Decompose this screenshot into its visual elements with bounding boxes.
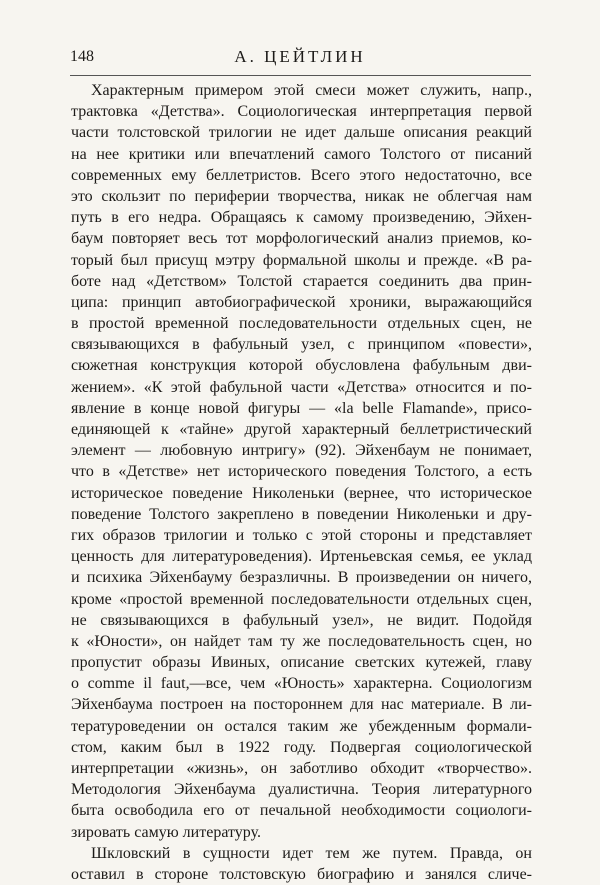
text-line: быта освободила его от печальной необходимости социологи- — [71, 802, 532, 820]
text-line: интерпретации «жизнь», он заботливо обходит «творчество». — [71, 760, 532, 777]
text-line: о comme il faut,—все, чем «Юность» характерна. Социологизм — [71, 675, 532, 693]
text-line: баум повторяет весь тот морфологический анализ приемов, ко- — [71, 230, 532, 248]
text-line: путь в его недра. Обращаясь к самому произведению, Эйхен- — [71, 209, 532, 227]
text-line: на нее критики или впечатлений самого Толстого от писаний — [71, 145, 532, 163]
running-head: А. ЦЕЙТЛИН — [234, 47, 366, 66]
text-line: сюжетная конструкция которой обусловлена фабульным дви- — [71, 357, 532, 375]
text-line: историческое поведение Николеньки (вернее, что историческое — [71, 484, 532, 502]
text-line: Характерным примером этой смеси может служить, напр., — [91, 82, 532, 99]
text-line: ципа: принцип автобиографической хроники, выражающийся — [71, 293, 532, 311]
text-line: в простой временной последовательности отдельных сцен, не — [71, 315, 532, 333]
text-line: и психика Эйхенбауму безразличны. В произведении он ничего, — [71, 569, 532, 587]
page-number: 148 — [70, 48, 94, 65]
text-line: современных ему беллетристов. Всего этого недостаточно, все — [71, 166, 532, 184]
text-line: стом, каким был в 1922 году. Подвергая социологической — [71, 738, 532, 756]
text-line: Эйхенбаума построен на постороннем для нас материале. В ли- — [71, 696, 532, 714]
text-line: гих образов трилогии и только с этой стороны и представляет — [71, 526, 532, 544]
text-line: связывающихся в фабульный узел, с принципом «повести», — [71, 336, 532, 354]
body-text — [71, 80, 532, 885]
text-line: это скользит по периферии творчества, никак не облегчая нам — [71, 187, 532, 205]
text-line: единяющей к «тайне» другой характерный беллетристический — [71, 421, 532, 438]
text-line: части толстовской трилогии не идет дальше описания реакций — [71, 124, 532, 142]
text-line: зировать самую литературу. — [71, 823, 261, 841]
text-line: не связывающихся в фабульный узел», не видит. Подойдя — [71, 611, 532, 629]
text-line: к «Юности», он найдет там ту же последовательность сцен, но — [71, 632, 532, 650]
text-line: явление в конце новой фигуры — «la belle Flamande», присо- — [71, 399, 532, 417]
text-line: поведение Толстого закреплено в поведении Николеньки и дру- — [71, 505, 532, 523]
text-line: боте над «Детством» Толстой старается соединить два прин- — [71, 272, 532, 290]
page-header — [70, 44, 530, 70]
text-line: жением». «К этой фабульной части «Детства» относится и по- — [71, 378, 532, 396]
text-line: тературоведении он остался таким же убежденным формали- — [71, 717, 532, 735]
text-line: оставил в стороне толстовскую биографию и занялся сличе- — [71, 865, 532, 883]
text-line: Шкловский в сущности идет тем же путем. Правда, он — [91, 844, 532, 862]
text-line: ценность для литературоведения). Иртеньевская семья, ее уклад — [71, 548, 532, 566]
text-line: трактовка «Детства». Социологическая интерпретация первой — [71, 103, 532, 121]
text-line: торый был присущ мэтру формальной школы и прежде. «В ра- — [71, 251, 532, 269]
text-line: элемент — любовную интригу» (92). Эйхенбаум не понимает, — [71, 442, 532, 460]
text-line: Методология Эйхенбаума дуалистична. Теория литературного — [71, 781, 532, 799]
text-line: пропустит образы Ивиных, описание светских кутежей, главу — [71, 654, 532, 672]
header-rule — [70, 75, 531, 76]
text-line: кроме «простой временной последовательности отдельных сцен, — [71, 590, 532, 608]
text-line: что в «Детстве» нет исторического поведения Толстого, а есть — [71, 463, 532, 481]
